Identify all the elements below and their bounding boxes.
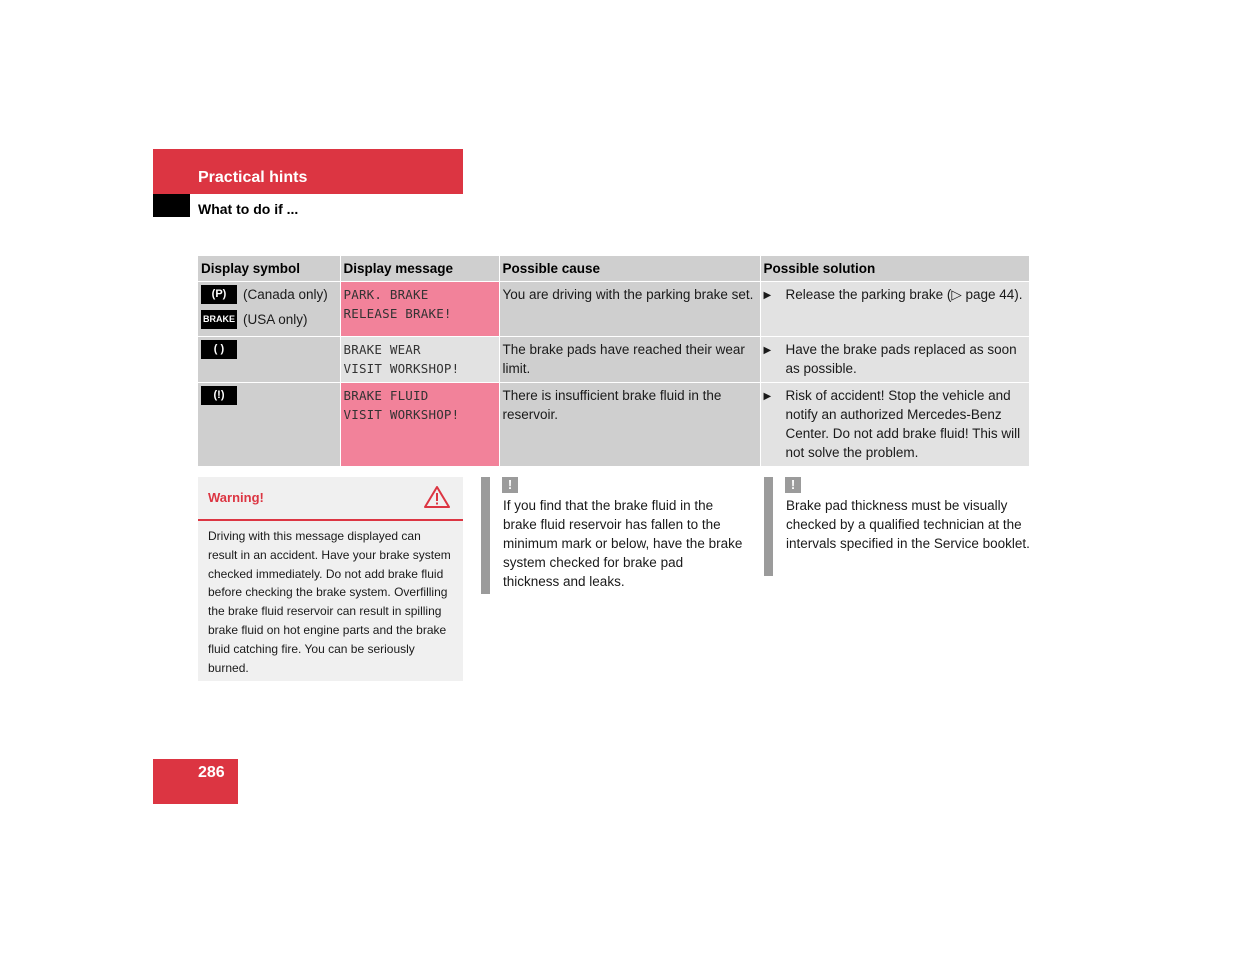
message-cell — [340, 282, 499, 337]
brake-text-icon: BRAKE — [201, 310, 237, 329]
note-bar — [764, 477, 773, 576]
table-row — [198, 282, 1029, 337]
symbol-cell — [198, 337, 340, 383]
parking-brake-icon: (P) — [201, 285, 237, 304]
bullet-arrow-icon: ▶ — [763, 290, 772, 301]
message-line: RELEASE BRAKE! — [343, 306, 452, 321]
table-header-row — [198, 256, 1029, 282]
cause-cell: You are driving with the parking brake set. — [499, 282, 760, 337]
message-cell — [340, 383, 499, 467]
column-header: Possible cause — [499, 256, 760, 282]
column-header: Possible solution — [760, 256, 1029, 282]
brake-warning-icon: (!) — [201, 386, 237, 405]
subsection-marker — [153, 194, 190, 217]
attention-icon: ! — [785, 477, 801, 493]
column-header: Display symbol — [198, 256, 340, 282]
message-line: VISIT WORKSHOP! — [343, 407, 460, 422]
page-number: 286 — [198, 764, 225, 781]
solution-text: Release the parking brake (▷ page 44). — [785, 287, 1023, 302]
symbol-label: (USA only) — [243, 312, 308, 327]
column-header: Display message — [340, 256, 499, 282]
solution-cell — [760, 383, 1029, 467]
message-line: BRAKE FLUID — [343, 388, 429, 403]
bullet-arrow-icon: ▶ — [763, 345, 772, 356]
attention-icon: ! — [502, 477, 518, 493]
warning-title: Warning! — [208, 490, 264, 505]
solution-text: Have the brake pads replaced as soon as possible. — [785, 342, 1017, 376]
message-line: PARK. BRAKE — [343, 287, 429, 302]
brake-messages-table — [198, 256, 1030, 466]
note-block — [764, 477, 1032, 577]
warning-text: Driving with this message displayed can result in an accident. Have your brake system checked immediately. Do not add brake fluid before checking the brake system. Overfilling the brake fluid reservoir can result in spilling brake fluid on hot engine parts and the brake fluid catching fire. You can be seriously burned. — [208, 529, 451, 675]
warning-box — [198, 477, 463, 681]
warning-triangle-icon — [424, 485, 450, 509]
note-text: If you find that the brake fluid in the brake fluid reservoir has fallen to the minimum mark or below, have the brake system checked for brake pad thickness and leaks. — [503, 498, 743, 589]
note-block — [481, 477, 751, 597]
symbol-cell — [198, 282, 340, 337]
subsection-title: What to do if ... — [198, 201, 299, 217]
table-row — [198, 337, 1029, 383]
bullet-arrow-icon: ▶ — [763, 391, 772, 402]
symbol-label: (Canada only) — [243, 287, 328, 302]
cause-cell: There is insufficient brake fluid in the reservoir. — [499, 383, 760, 467]
cause-cell: The brake pads have reached their wear limit. — [499, 337, 760, 383]
message-line: BRAKE WEAR — [343, 342, 421, 357]
message-cell — [340, 337, 499, 383]
solution-cell — [760, 282, 1029, 337]
table-row — [198, 383, 1029, 467]
page-number-box — [153, 759, 238, 804]
message-line: VISIT WORKSHOP! — [343, 361, 460, 376]
warning-header — [198, 477, 463, 521]
symbol-cell — [198, 383, 340, 467]
solution-text: Risk of accident! Stop the vehicle and notify an authorized Mercedes-Benz Center. Do not add brake fluid! This will not solve the problem. — [785, 388, 1021, 460]
section-title: Practical hints — [198, 169, 308, 186]
solution-cell — [760, 337, 1029, 383]
note-bar — [481, 477, 490, 594]
brake-wear-icon: ( ) — [201, 340, 237, 359]
note-text: Brake pad thickness must be visually checked by a qualified technician at the intervals specified in the Service booklet. — [786, 498, 1030, 551]
